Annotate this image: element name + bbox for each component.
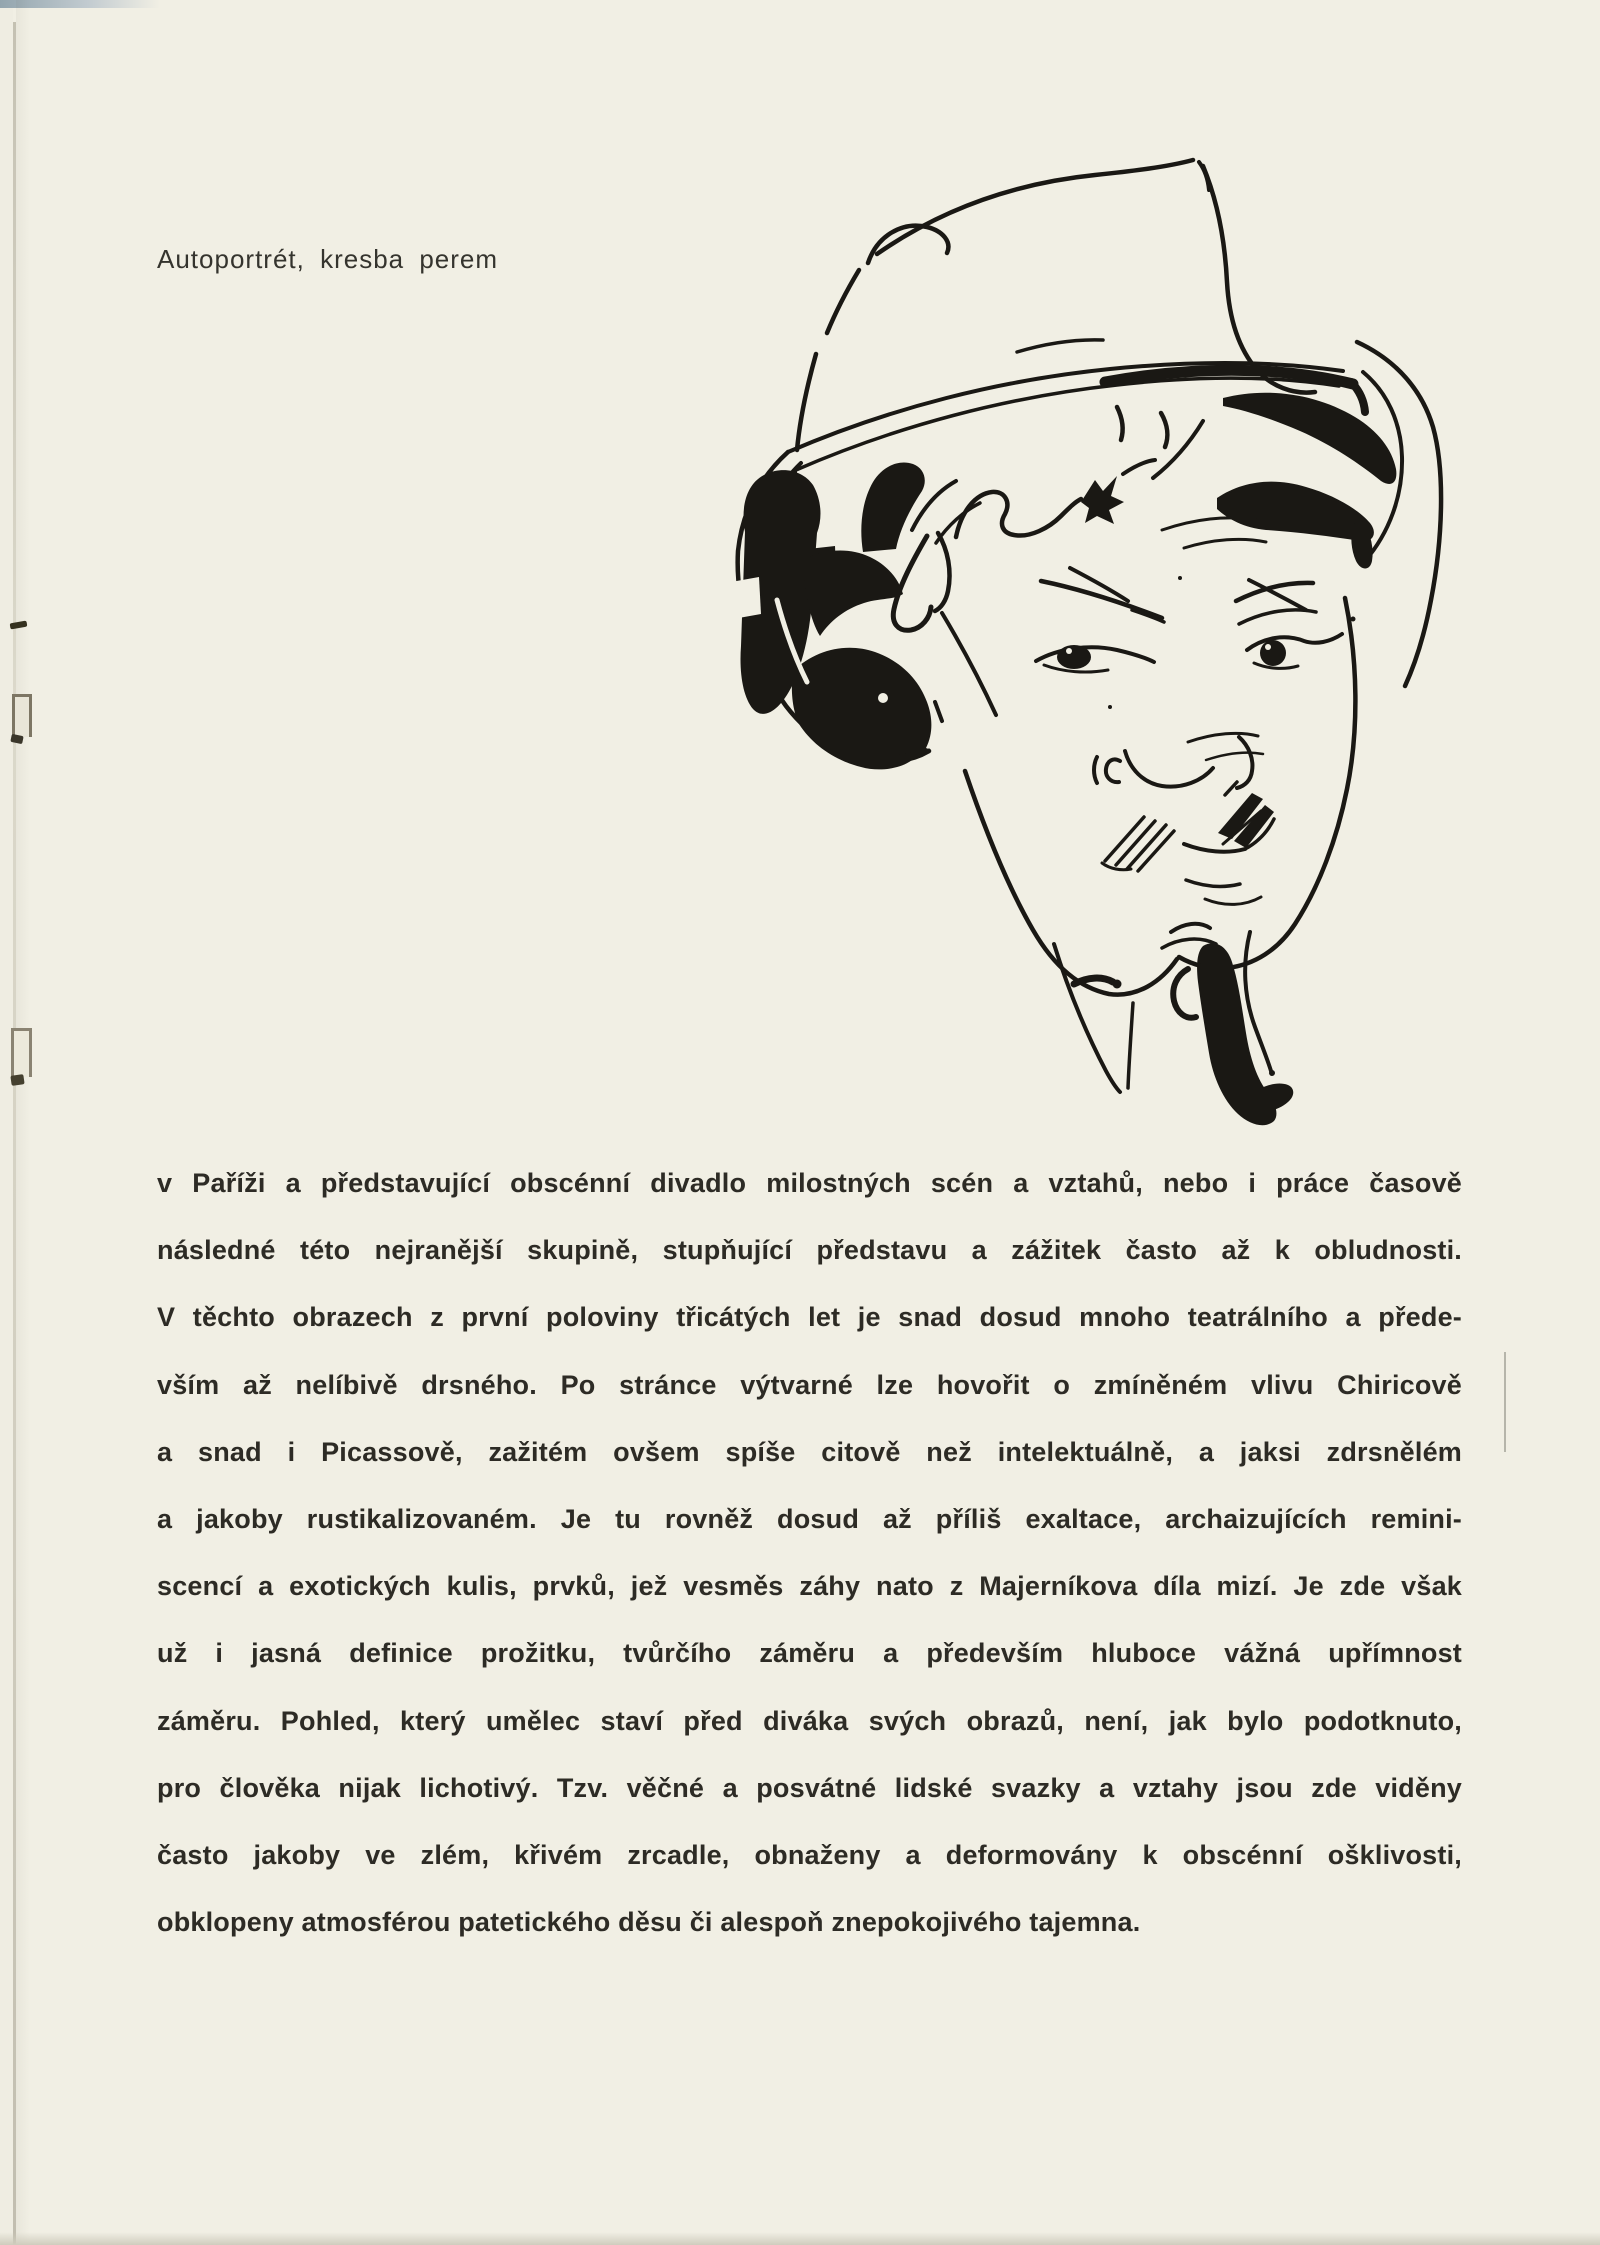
body-line: často jakoby ve zlém, křivém zrcadle, obnaženy a deformovány k obscénní ošklivosti,	[157, 1839, 1462, 1870]
margin-pencil-line	[1504, 1352, 1506, 1452]
page-bottom-edge	[0, 2232, 1600, 2245]
staple-bottom	[11, 1028, 32, 1077]
body-line: a jakoby rustikalizovaném. Je tu rovněž dosud až příliš exaltace, archaizujících remini-	[157, 1503, 1462, 1534]
body-line: už i jasná definice prožitku, tvůrčího záměru a především hluboce vážná upřímnost	[157, 1638, 1462, 1669]
pen-self-portrait-drawing	[665, 130, 1445, 1140]
body-text	[157, 1150, 1462, 1956]
staple-middle	[12, 694, 32, 737]
body-line: v Paříži a představující obscénní divadlo milostných scén a vztahů, nebo i práce časově	[157, 1168, 1462, 1198]
body-line: a snad i Picassově, zažitém ovšem spíše citově než intelektuálně, a jaksi zdrsnělém	[157, 1436, 1462, 1467]
body-line: scencí a exotických kulis, prvků, jež vesměs záhy nato z Majerníkova díla mizí. Je zde však	[157, 1571, 1462, 1602]
body-line: vším až nelíbivě drsného. Po stránce výtvarné lze hovořit o zmíněném vlivu Chiricově	[157, 1369, 1462, 1400]
page-left-edge	[0, 0, 13, 2245]
body-line: obklopeny atmosférou patetického děsu či alespoň znepokojivého tajemna.	[157, 1907, 1141, 1938]
figure-caption: Autoportrét, kresba perem	[157, 244, 499, 274]
body-line: V těchto obrazech z první poloviny třicátých let je snad dosud mnoho teatrálního a přede-	[157, 1302, 1462, 1333]
ink-shadow-group	[741, 393, 1397, 1126]
body-line: záměru. Pohled, který umělec staví před diváka svých obrazů, není, jak bylo podotknuto,	[157, 1705, 1462, 1736]
binding-fold-shadow	[16, 0, 30, 2245]
body-line: následné této nejranější skupině, stupňující představu a zážitek často až k obludnosti.	[157, 1235, 1462, 1266]
body-line: pro člověka nijak lichotivý. Tzv. věčné a posvátné lidské svazky a vztahy jsou zde viděny	[157, 1772, 1462, 1803]
